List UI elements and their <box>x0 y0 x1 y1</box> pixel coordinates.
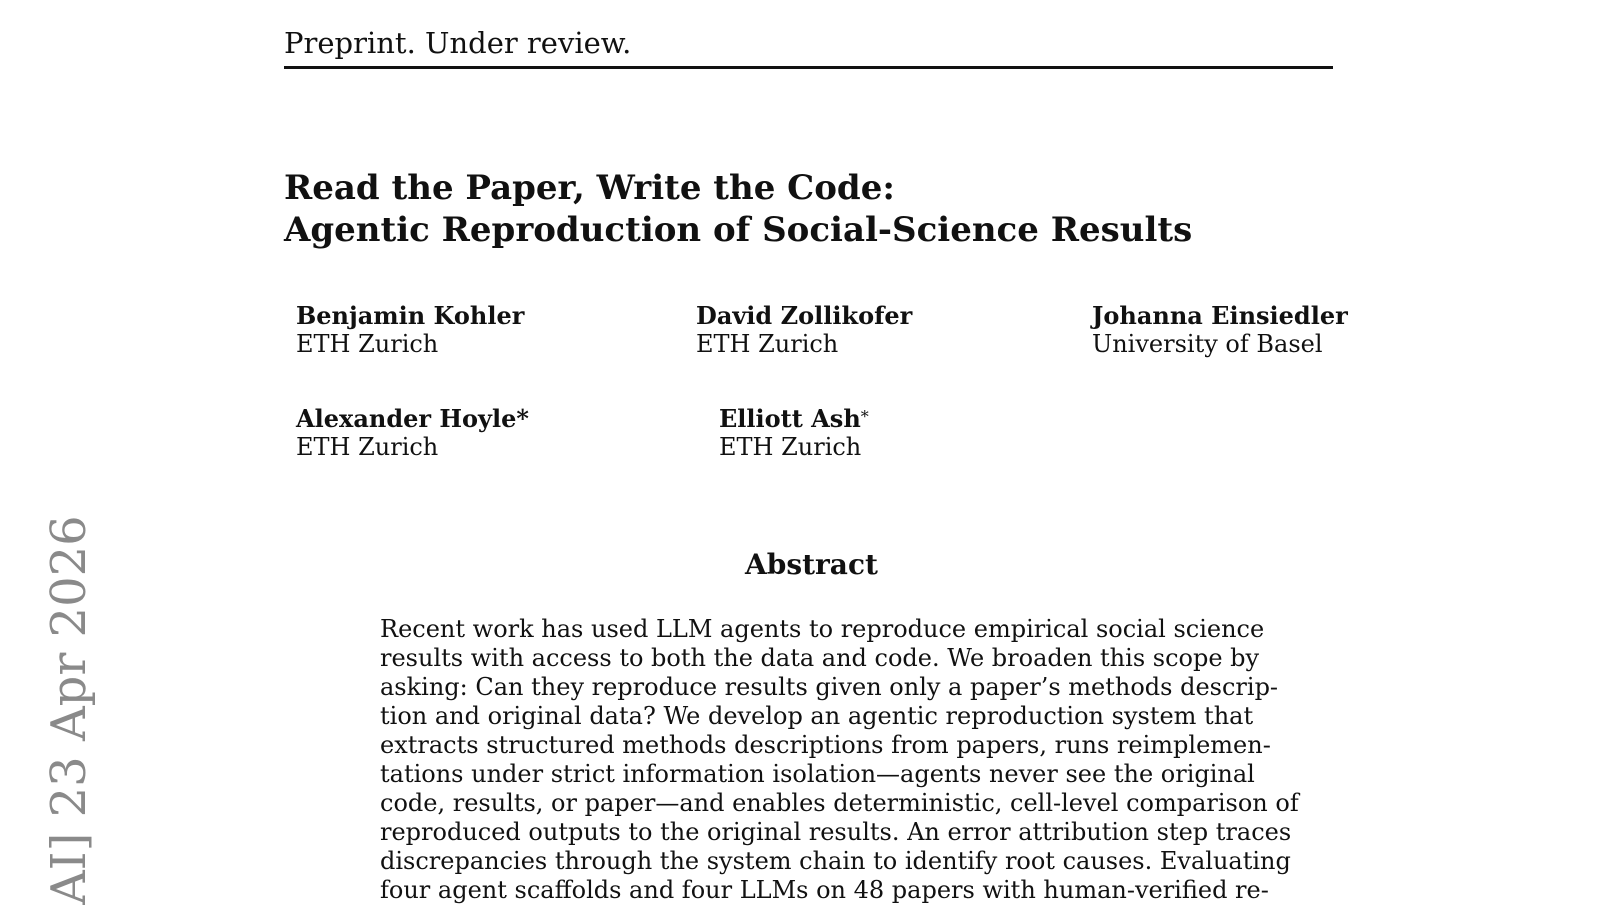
author-block <box>696 302 912 358</box>
abstract-body <box>380 615 1299 905</box>
title-line-2: Agentic Reproduction of Social-Science Results <box>284 210 1193 250</box>
author-affiliation: ETH Zurich <box>296 330 439 358</box>
author-name-line <box>719 405 869 433</box>
abstract-line: results with access to both the data and code. We broaden this scope by <box>380 644 1260 672</box>
abstract-line: four agent scaffolds and four LLMs on 48 papers with human-verified re- <box>380 876 1269 904</box>
author-name: David Zollikofer <box>696 301 913 330</box>
abstract-line: asking: Can they reproduce results given only a paper’s methods descrip- <box>380 673 1279 701</box>
author-name: Alexander Hoyle <box>296 404 517 433</box>
abstract-line: tations under strict information isolation—agents never see the original <box>380 760 1255 788</box>
title-line-1: Read the Paper, Write the Code: <box>284 168 895 208</box>
author-name: Benjamin Kohler <box>296 301 525 330</box>
abstract-heading: Abstract <box>745 548 878 581</box>
author-affiliation: ETH Zurich <box>296 433 439 461</box>
author-name: Elliott Ash <box>719 404 861 433</box>
abstract-line: Recent work has used LLM agents to reproduce empirical social science <box>380 615 1265 643</box>
author-affiliation: ETH Zurich <box>719 433 862 461</box>
author-name: Johanna Einsiedler <box>1092 301 1348 330</box>
author-name-line <box>296 405 529 433</box>
paper-title <box>284 167 1192 251</box>
arxiv-identifier-stamp: AI] 23 Apr 2026 <box>41 515 97 905</box>
author-block <box>1092 302 1348 358</box>
author-block <box>296 302 524 358</box>
author-affiliation: ETH Zurich <box>696 330 839 358</box>
equal-contribution-mark: * <box>860 407 869 426</box>
abstract-line: tion and original data? We develop an agentic reproduction system that <box>380 702 1254 730</box>
author-block <box>719 405 869 461</box>
abstract-line: discrepancies through the system chain to identify root causes. Evaluating <box>380 847 1291 875</box>
author-affiliation: University of Basel <box>1092 330 1323 358</box>
abstract-line: extracts structured methods descriptions from papers, runs reimplemen- <box>380 731 1271 759</box>
equal-contribution-mark: * <box>516 404 529 433</box>
abstract-line: reproduced outputs to the original results. An error attribution step traces <box>380 818 1292 846</box>
header-rule <box>284 66 1333 69</box>
author-block <box>296 405 529 461</box>
abstract-line: code, results, or paper—and enables deterministic, cell-level comparison of <box>380 789 1299 817</box>
running-header: Preprint. Under review. <box>284 26 632 60</box>
